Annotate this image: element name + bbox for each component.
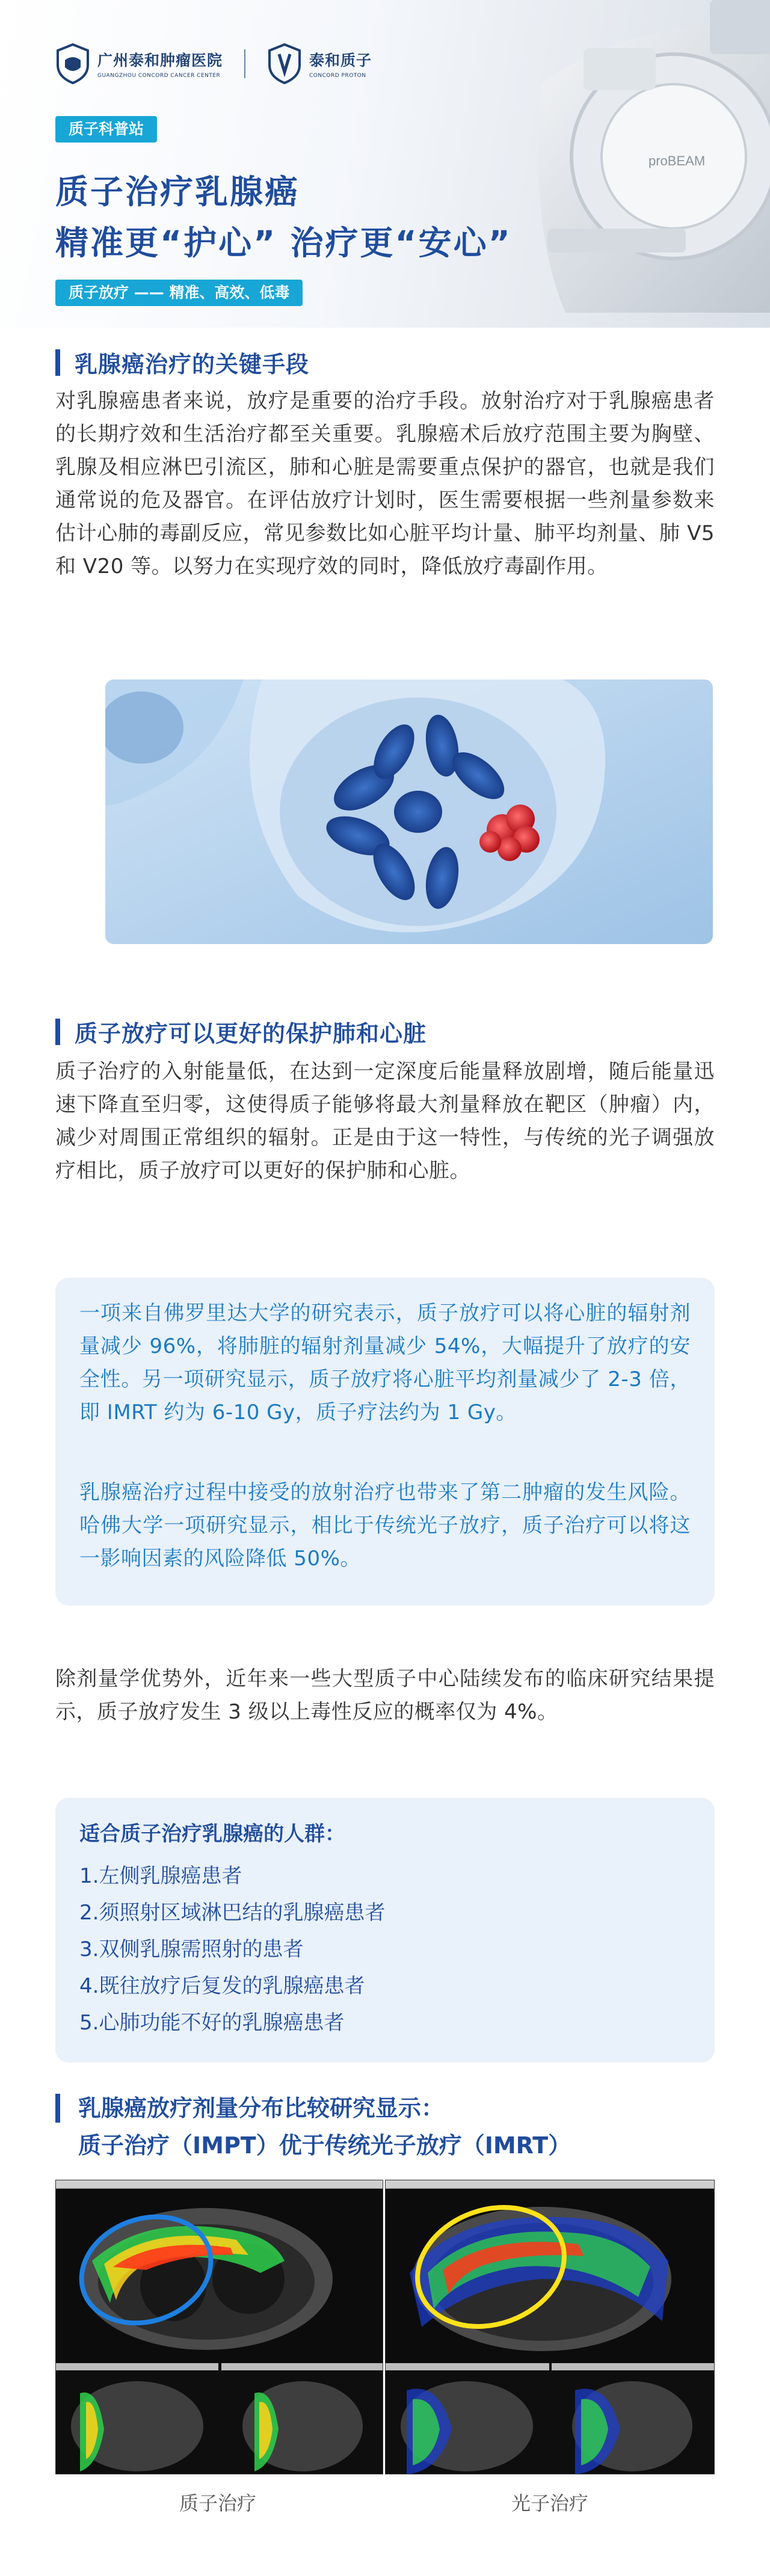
photon-dose-ct-image (386, 2189, 715, 2474)
proton-machine-illustration (493, 0, 770, 328)
research-highlight-box (55, 1278, 715, 1605)
proton-name-en: CONCORD PROTON (309, 73, 366, 79)
page-title-line2: 精准更“护心” 治疗更“安心” (55, 224, 512, 262)
machine-label: proBEAM (648, 153, 706, 168)
list-item: 5.心肺功能不好的乳腺癌患者 (79, 2011, 345, 2035)
suitable-patients-box (55, 1798, 715, 2062)
proton-name-cn: 泰和质子 (309, 52, 372, 69)
section1-text: 对乳腺癌患者来说，放疗是重要的治疗手段。放射治疗对于乳腺癌患者的长期疗效和生活治疗都至关重要。乳腺癌术后放疗范围主要为胸壁、乳腺及相应淋巴引流区，肺和心脏是需要重点保护的器官，也就是我们通常说的危及器官。在评估放疗计划时，医生需要根据一些剂量参数来估计心肺的毒副反应，常见参数比如心脏平均计量、肺平均剂量、肺 V5 和 V20 等。以努力在实现疗效的同时，降低放疗毒副作用。 (55, 389, 715, 578)
proton-dose-ct-image (56, 2189, 383, 2474)
list-item: 3.双侧乳腺需照射的患者 (79, 1937, 304, 1961)
proton-shield-icon (267, 43, 302, 84)
suitable-patients-title: 适合质子治疗乳腺癌的人群： (79, 1822, 345, 1846)
proton-ct-panel (55, 2180, 383, 2474)
hospital-name-en: GUANGZHOU CONCORD CANCER CENTER (97, 73, 221, 79)
section-bar (55, 1019, 60, 1045)
list-item: 2.须照射区域淋巴结的乳腺癌患者 (79, 1901, 386, 1925)
shield-icon (55, 43, 90, 84)
hospital-logo (55, 43, 223, 84)
hero-banner (0, 0, 770, 328)
section2-title: 质子放疗可以更好的保护肺和心脏 (75, 1020, 427, 1047)
list-item: 1.左侧乳腺癌患者 (79, 1864, 242, 1888)
suitable-patients-list (79, 1858, 385, 2041)
proton-caption: 质子治疗 (179, 2492, 257, 2515)
logo-divider (244, 49, 245, 78)
compare-title-line2: 质子治疗（IMPT）优于传统光子放疗（IMRT） (78, 2132, 571, 2159)
section1-title: 乳腺癌治疗的关键手段 (75, 351, 310, 378)
photon-caption: 光子治疗 (511, 2492, 589, 2515)
subtitle-tag: 质子放疗 —— 精准、高效、低毒 (55, 280, 303, 306)
hospital-name-cn: 广州泰和肿瘤医院 (97, 52, 223, 69)
section2-text: 质子治疗的入射能量低，在达到一定深度后能量释放剧增，随后能量迅速下降直至归零，这使得质子能够将最大剂量释放在靶区（肿瘤）内，减少对周围正常组织的辐射。正是由于这一特性，与传统的光子调强放疗相比，质子放疗可以更好的保护肺和心脏。 (55, 1060, 715, 1183)
logo-group (55, 43, 372, 84)
list-item: 4.既往放疗后复发的乳腺癌患者 (79, 1974, 365, 1998)
breast-anatomy-illustration (105, 679, 713, 944)
ct-toolbar (56, 2180, 383, 2189)
compare-bar (55, 2094, 60, 2123)
ct-toolbar (386, 2180, 714, 2189)
section-bar (55, 349, 60, 376)
section3-text: 除剂量学优势外，近年来一些大型质子中心陆续发布的临床研究结果提示，质子放疗发生 3 级以上毒性反应的概率仅为 4%。 (55, 1667, 715, 1724)
kepu-tag: 质子科普站 (55, 116, 157, 143)
section1-heading (55, 346, 309, 379)
compare-title-line1: 乳腺癌放疗剂量分布比较研究显示： (78, 2095, 445, 2121)
section2-heading (55, 1015, 427, 1048)
research-para-1: 一项来自佛罗里达大学的研究表示，质子放疗可以将心脏的辐射剂量减少 96%，将肺脏的辐射剂量减少 54%，大幅提升了放疗的安全性。另一项研究显示，质子放疗将心脏平均剂量减少了 2-3 倍，即 IMRT 约为 6-10 Gy，质子疗法约为 1 Gy。 (79, 1301, 691, 1424)
photon-ct-panel (385, 2180, 715, 2474)
proton-logo (267, 43, 372, 84)
page-title-line1: 质子治疗乳腺癌 (55, 173, 300, 211)
research-para-2: 乳腺癌治疗过程中接受的放射治疗也带来了第二肿瘤的发生风险。哈佛大学一项研究显示，相比于传统光子放疗，质子治疗可以将这一影响因素的风险降低 50%。 (79, 1480, 691, 1571)
